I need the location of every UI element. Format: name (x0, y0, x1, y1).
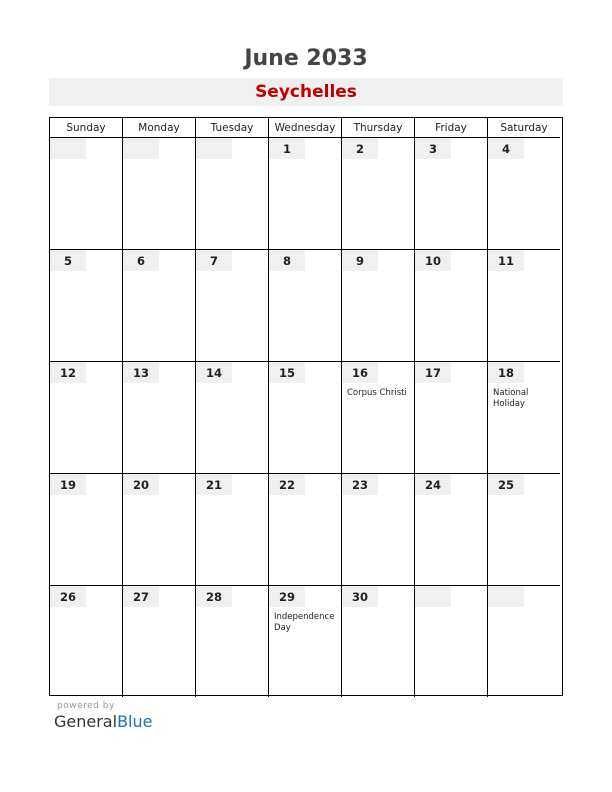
day-number: 15 (278, 366, 295, 380)
day-number-box (123, 474, 159, 495)
day-number-box (342, 362, 378, 383)
day-cell[interactable] (123, 474, 196, 586)
day-number-box (196, 586, 232, 607)
day-number-box (50, 362, 86, 383)
powered-by-text: powered by (57, 701, 115, 711)
day-number: 3 (428, 142, 437, 156)
day-number: 10 (424, 254, 441, 268)
day-number: 6 (136, 254, 145, 268)
weekday-header-thursday: Thursday (342, 118, 415, 138)
day-number: 18 (497, 366, 514, 380)
day-number: 1 (282, 142, 291, 156)
day-number-box (269, 138, 305, 159)
brand-name-blue: Blue (117, 712, 153, 731)
weekday-header-monday: Monday (123, 118, 196, 138)
day-cell[interactable] (342, 362, 415, 474)
day-cell[interactable] (488, 586, 560, 697)
holiday-label: National Holiday (493, 388, 529, 409)
day-number: 21 (205, 478, 222, 492)
day-number: 7 (209, 254, 218, 268)
day-number-box (196, 138, 232, 159)
day-number: 8 (282, 254, 291, 268)
day-number-box (488, 250, 524, 271)
day-number-box (123, 586, 159, 607)
day-number-box (488, 362, 524, 383)
day-number: 30 (351, 590, 368, 604)
day-cell[interactable] (415, 586, 488, 697)
day-number-box (50, 586, 86, 607)
day-cell[interactable] (196, 250, 269, 362)
day-number: 11 (497, 254, 514, 268)
calendar-grid (49, 117, 563, 696)
country-name: Seychelles (255, 82, 357, 102)
day-cell[interactable] (50, 586, 123, 697)
page-title: June 2033 (244, 46, 368, 71)
day-cell[interactable] (123, 250, 196, 362)
day-cell[interactable] (269, 138, 342, 250)
day-number-box (415, 138, 451, 159)
country-banner (49, 78, 563, 106)
day-cell[interactable] (342, 586, 415, 697)
day-number: 17 (424, 366, 441, 380)
day-number: 23 (351, 478, 368, 492)
day-cell[interactable] (123, 362, 196, 474)
day-number-box (269, 250, 305, 271)
day-cell[interactable] (123, 586, 196, 697)
day-cell[interactable] (488, 138, 560, 250)
weekday-header-tuesday: Tuesday (196, 118, 269, 138)
day-cell[interactable] (50, 138, 123, 250)
day-number-box (269, 586, 305, 607)
weekday-header-friday: Friday (415, 118, 488, 138)
day-number: 26 (59, 590, 76, 604)
day-number-box (342, 586, 378, 607)
day-number: 20 (132, 478, 149, 492)
day-number-box (342, 250, 378, 271)
brand-name-general: General (54, 712, 118, 731)
brand-logo[interactable] (54, 712, 152, 731)
day-number: 2 (355, 142, 364, 156)
day-number: 14 (205, 366, 222, 380)
day-cell[interactable] (269, 362, 342, 474)
day-number: 25 (497, 478, 514, 492)
day-cell[interactable] (196, 362, 269, 474)
day-cell[interactable] (415, 474, 488, 586)
day-number-box (415, 362, 451, 383)
day-number: 27 (132, 590, 149, 604)
day-cell[interactable] (488, 474, 560, 586)
day-cell[interactable] (196, 586, 269, 697)
day-number: 9 (355, 254, 364, 268)
day-number-box (488, 586, 524, 607)
day-cell[interactable] (50, 250, 123, 362)
day-number-box (488, 138, 524, 159)
day-cell[interactable] (415, 362, 488, 474)
day-number: 19 (59, 478, 76, 492)
holiday-label: Corpus Christi (347, 388, 407, 398)
day-number-box (123, 362, 159, 383)
day-number-box (269, 474, 305, 495)
day-number-box (196, 362, 232, 383)
day-number-box (50, 474, 86, 495)
day-number: 12 (59, 366, 76, 380)
day-number: 16 (351, 366, 368, 380)
day-number-box (123, 250, 159, 271)
day-cell[interactable] (415, 250, 488, 362)
day-cell[interactable] (269, 586, 342, 697)
day-number: 28 (205, 590, 222, 604)
day-number-box (415, 250, 451, 271)
day-cell[interactable] (50, 362, 123, 474)
day-number-box (50, 138, 86, 159)
day-number-box (196, 250, 232, 271)
day-number-box (415, 586, 451, 607)
holiday-label: Independence Day (274, 612, 335, 633)
day-cell[interactable] (269, 250, 342, 362)
day-cell[interactable] (196, 474, 269, 586)
weekday-header-wednesday: Wednesday (269, 118, 342, 138)
weekday-header-sunday: Sunday (50, 118, 123, 138)
day-number: 5 (63, 254, 72, 268)
day-number: 29 (278, 590, 295, 604)
day-cell[interactable] (342, 474, 415, 586)
day-number-box (415, 474, 451, 495)
day-cell[interactable] (123, 138, 196, 250)
day-cell[interactable] (342, 138, 415, 250)
day-number-box (342, 138, 378, 159)
day-number-box (342, 474, 378, 495)
day-number: 4 (501, 142, 510, 156)
day-cell[interactable] (196, 138, 269, 250)
day-number-box (269, 362, 305, 383)
day-number-box (123, 138, 159, 159)
day-number: 22 (278, 478, 295, 492)
day-number-box (196, 474, 232, 495)
weekday-header-saturday: Saturday (488, 118, 560, 138)
day-cell[interactable] (342, 250, 415, 362)
day-number: 24 (424, 478, 441, 492)
day-cell[interactable] (488, 250, 560, 362)
day-number: 13 (132, 366, 149, 380)
day-cell[interactable] (269, 474, 342, 586)
day-cell[interactable] (50, 474, 123, 586)
day-number-box (50, 250, 86, 271)
day-number-box (488, 474, 524, 495)
day-cell[interactable] (488, 362, 560, 474)
day-cell[interactable] (415, 138, 488, 250)
